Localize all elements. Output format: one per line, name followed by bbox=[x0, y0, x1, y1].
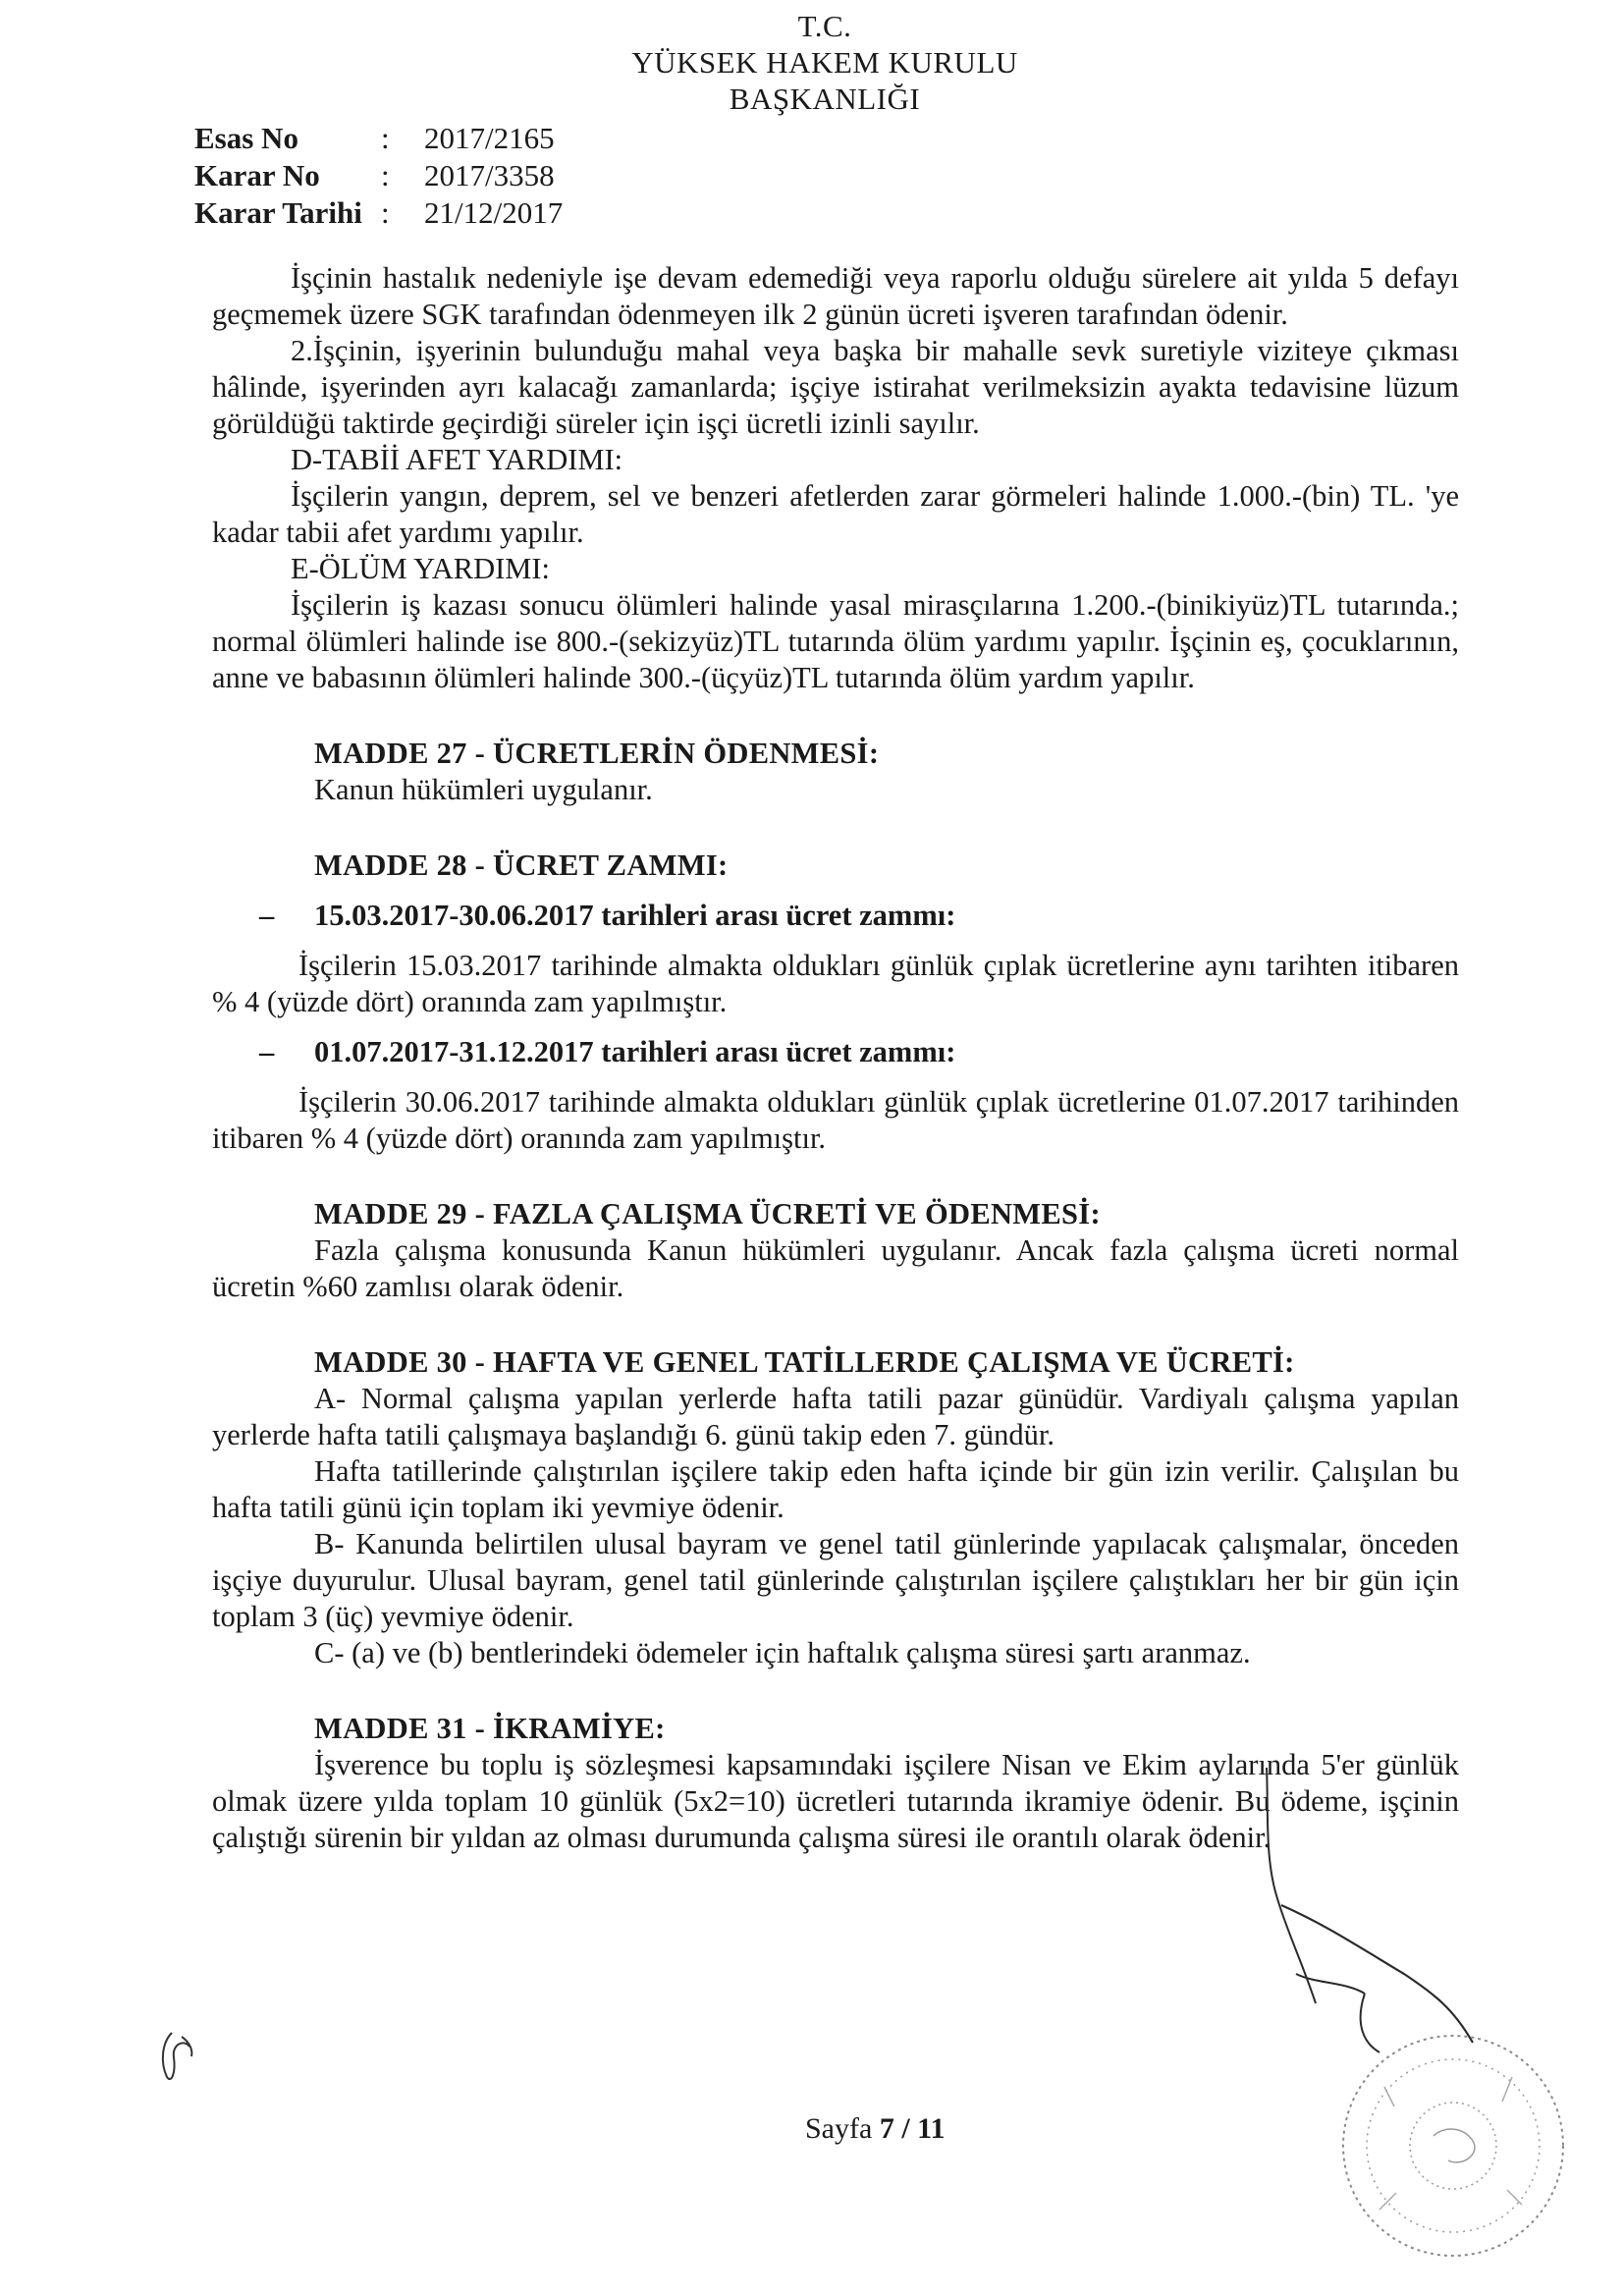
page-label: Sayfa bbox=[805, 2112, 873, 2145]
article-30-b: B- Kanunda belirtilen ulusal bayram ve genel tatil günlerinde yapılacak çalışmalar, önceden işçiye duyurulur. Ulusal bayram, genel tatil günlerinde çalıştırılan işçilere çalıştıkları her bir gün için toplam 3 (üç) yevmiye ödenir. bbox=[212, 1527, 1459, 1633]
article-30-a: A- Normal çalışma yapılan yerlerde hafta tatili pazar günüdür. Vardiyalı çalışma yapılan yerlerde hafta tatili çalışmaya başlandığı 6. günü takip eden 7. gündür. bbox=[212, 1382, 1459, 1451]
case-info bbox=[194, 120, 563, 232]
page-number: 7 / 11 bbox=[879, 2112, 946, 2145]
section-e-text: İşçilerin iş kazası sonucu ölümleri halinde yasal mirasçılarına 1.200.-(binikiyüz)TL tutarında.; normal ölümleri halinde ise 800.-(sekizyüz)TL tutarında ölüm yardımı yapılır. İşçinin eş, çocuklarının, anne ve babasının ölümleri halinde 300.-(üçyüz)TL tutarında ölüm yardım yapılır. bbox=[212, 588, 1459, 694]
article-30-a2: Hafta tatillerinde çalıştırılan işçilere takip eden hafta içinde bir gün izin verilir. Çalışılan bu hafta tatili günü için toplam iki yevmiye ödenir. bbox=[212, 1454, 1459, 1524]
article-28-item-2-title: 01.07.2017-31.12.2017 tarihleri arası ücret zammı: bbox=[314, 1035, 956, 1068]
section-d-text: İşçilerin yangın, deprem, sel ve benzeri afetlerden zarar görmeleri halinde 1.000.-(bin) TL. 'ye kadar tabii afet yardımı yapılır. bbox=[212, 479, 1459, 549]
article-28-item-2 bbox=[212, 1034, 1459, 1070]
case-label: Esas No bbox=[194, 121, 298, 155]
case-row-karar bbox=[194, 157, 563, 194]
paragraph-vizite: 2.İşçinin, işyerinin bulunduğu mahal veya başka bir mahalle sevk suretiyle viziteye çıkması hâlinde, işyerinden ayrı kalacağı zamanlarda; işçiye istirahat verilmeksizin ayakta tedavisine lüzum görüldüğü taktirde geçirdiği süreler için işçi ücretli izinli sayılır. bbox=[212, 334, 1459, 440]
case-label: Karar Tarihi bbox=[194, 195, 362, 230]
section-d-title: D-TABİİ AFET YARDIMI: bbox=[291, 443, 623, 476]
article-27-text: Kanun hükümleri uygulanır. bbox=[314, 773, 653, 806]
article-28-item-1-text: İşçilerin 15.03.2017 tarihinde almakta oldukları günlük çıplak ücretlerine aynı tarihten itibaren % 4 (yüzde dört) oranında zam yapılmıştır. bbox=[212, 949, 1459, 1018]
article-28-item-2-text: İşçilerin 30.06.2017 tarihinde almakta oldukları günlük çıplak ücretlerine 01.07.2017 tarihinden itibaren % 4 (yüzde dört) oranında zam yapılmıştır. bbox=[212, 1085, 1459, 1155]
article-31-heading: MADDE 31 - İKRAMİYE: bbox=[314, 1712, 666, 1745]
article-27-heading: MADDE 27 - ÜCRETLERİN ÖDENMESİ: bbox=[314, 737, 880, 770]
case-value: 2017/2165 bbox=[424, 121, 555, 155]
dash-bullet: – bbox=[259, 899, 275, 932]
article-30-c: C- (a) ve (b) bentlerindeki ödemeler için haftalık çalışma süresi şartı aranmaz. bbox=[314, 1636, 1251, 1669]
article-30-heading: MADDE 30 - HAFTA VE GENEL TATİLLERDE ÇALIŞMA VE ÜCRETİ: bbox=[314, 1345, 1295, 1379]
dash-bullet: – bbox=[259, 1035, 275, 1068]
article-31-text: İşverence bu toplu iş sözleşmesi kapsamındaki işçilere Nisan ve Ekim aylarında 5'er günlük olmak üzere yılda toplam 10 günlük (5x2=10) ücretleri tutarında ikramiye ödenir. Bu ödeme, işçinin çalıştığı sürenin bir yıldan az olması durumunda çalışma süresi ile orantılı olarak ödenir. bbox=[212, 1748, 1459, 1854]
article-29-text: Fazla çalışma konusunda Kanun hükümleri uygulanır. Ancak fazla çalışma ücreti normal ücretin %60 zamlısı olarak ödenir. bbox=[212, 1233, 1459, 1303]
document-header bbox=[569, 8, 1080, 117]
header-tc: T.C. bbox=[797, 9, 852, 43]
article-28-heading: MADDE 28 - ÜCRET ZAMMI: bbox=[314, 848, 729, 882]
handwritten-initial-icon bbox=[142, 2023, 211, 2092]
case-colon: : bbox=[381, 121, 390, 155]
header-institution: YÜKSEK HAKEM KURULU bbox=[631, 45, 1018, 80]
case-label: Karar No bbox=[194, 158, 320, 192]
document-body bbox=[212, 260, 1459, 1856]
section-e-title: E-ÖLÜM YARDIMI: bbox=[291, 552, 551, 585]
case-row-esas bbox=[194, 120, 563, 157]
article-29-heading: MADDE 29 - FAZLA ÇALIŞMA ÜCRETİ VE ÖDENMESİ: bbox=[314, 1197, 1101, 1230]
page-footer bbox=[805, 2112, 946, 2146]
paragraph-sick-pay: İşçinin hastalık nedeniyle işe devam edemediği veya raporlu olduğu sürelere ait yılda 5 defayı geçmemek üzere SGK tarafından ödenmeyen ilk 2 günün ücreti işveren tarafından ödenir. bbox=[212, 261, 1459, 331]
case-colon: : bbox=[381, 158, 390, 192]
article-28-item-1-title: 15.03.2017-30.06.2017 tarihleri arası ücret zammı: bbox=[314, 899, 956, 932]
article-28-item-1 bbox=[212, 898, 1459, 934]
case-value: 2017/3358 bbox=[424, 158, 555, 192]
case-colon: : bbox=[381, 195, 390, 230]
case-value: 21/12/2017 bbox=[424, 195, 564, 230]
official-seal-icon bbox=[1325, 2018, 1581, 2273]
header-presidency: BAŞKANLIĞI bbox=[729, 82, 921, 116]
case-row-tarih bbox=[194, 194, 563, 232]
